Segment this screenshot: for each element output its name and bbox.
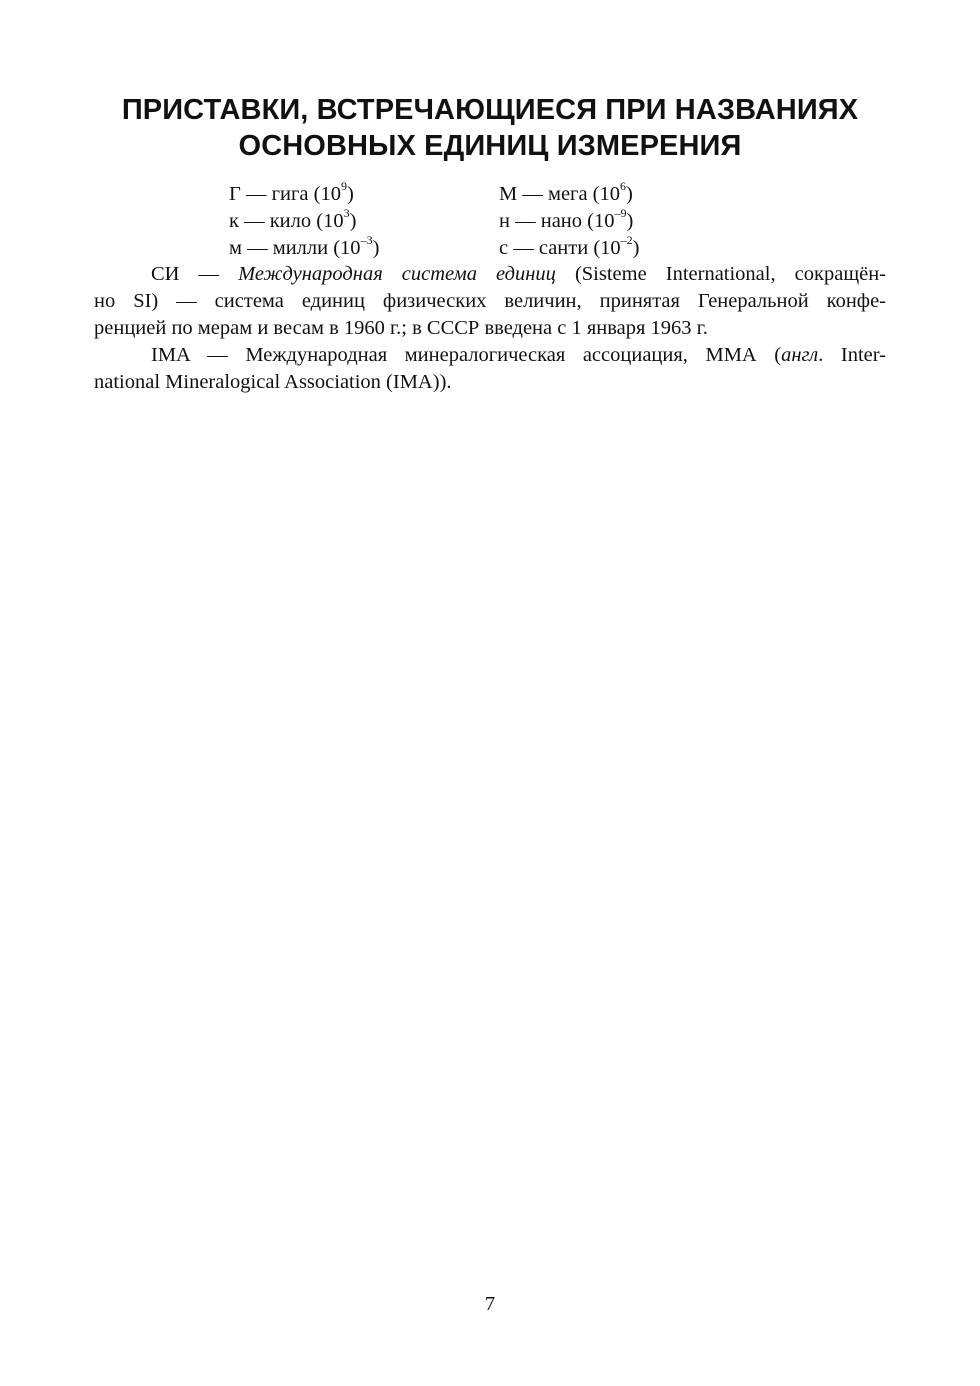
prefix-item-nano <box>499 208 689 235</box>
page-title <box>90 92 890 164</box>
prefix-close: ) <box>626 183 633 205</box>
prefix-item-milli <box>229 235 499 262</box>
prefix-item-santi <box>499 235 689 262</box>
prefix-exponent: 3 <box>343 206 350 221</box>
ima-line-1 <box>94 342 886 369</box>
prefix-text: М — мега (10 <box>499 183 621 205</box>
prefix-text: Г — гига (10 <box>229 183 341 205</box>
ima-line-2: national Mineralogical Association (IMA)). <box>94 371 452 393</box>
prefix-item-mega <box>499 181 689 208</box>
prefix-close: ) <box>346 183 354 205</box>
prefix-exponent: 6 <box>620 179 627 194</box>
si-line-3: ренцией по мерам и весам в 1960 г.; в СССР введена с 1 января 1963 г. <box>94 317 708 339</box>
prefix-close: ) <box>626 210 634 232</box>
ima-line-1-start: IMA — Международная минералогическая ассоциация, ММА ( <box>151 344 782 366</box>
ima-lang-abbr: англ <box>781 344 819 366</box>
si-line-1 <box>94 261 886 288</box>
si-line-1-rest: (Sisteme International, сокращён- <box>555 263 887 285</box>
prefix-exponent: –2 <box>620 233 633 248</box>
prefix-text: н — нано (10 <box>499 210 615 232</box>
prefix-item-giga <box>229 181 499 208</box>
prefix-close: ) <box>349 210 357 232</box>
prefix-text: с — санти (10 <box>499 237 621 259</box>
prefix-close: ) <box>372 237 380 259</box>
si-line-2: но SI) — система единиц физических величин, принятая Генеральной конфе- <box>94 290 886 312</box>
ima-paragraph <box>94 342 886 396</box>
ima-line-1-rest: . Inter- <box>818 344 886 366</box>
page-title-line-1: ПРИСТАВКИ, ВСТРЕЧАЮЩИЕСЯ ПРИ НАЗВАНИЯХ <box>121 94 859 126</box>
prefix-exponent: –9 <box>614 206 627 221</box>
page-number: 7 <box>484 1293 496 1315</box>
page-title-line-2: ОСНОВНЫХ ЕДИНИЦ ИЗМЕРЕНИЯ <box>238 130 742 162</box>
prefix-item-kilo <box>229 208 499 235</box>
si-paragraph <box>94 261 886 342</box>
prefix-exponent: 9 <box>340 179 347 194</box>
prefix-text: к — кило (10 <box>229 210 344 232</box>
si-full-name: Международная система единиц <box>238 263 556 285</box>
prefix-exponent: –3 <box>360 233 373 248</box>
prefix-close: ) <box>632 237 640 259</box>
prefix-text: м — милли (10 <box>229 237 361 259</box>
si-abbr: СИ — <box>151 263 239 285</box>
prefix-list <box>229 181 689 262</box>
